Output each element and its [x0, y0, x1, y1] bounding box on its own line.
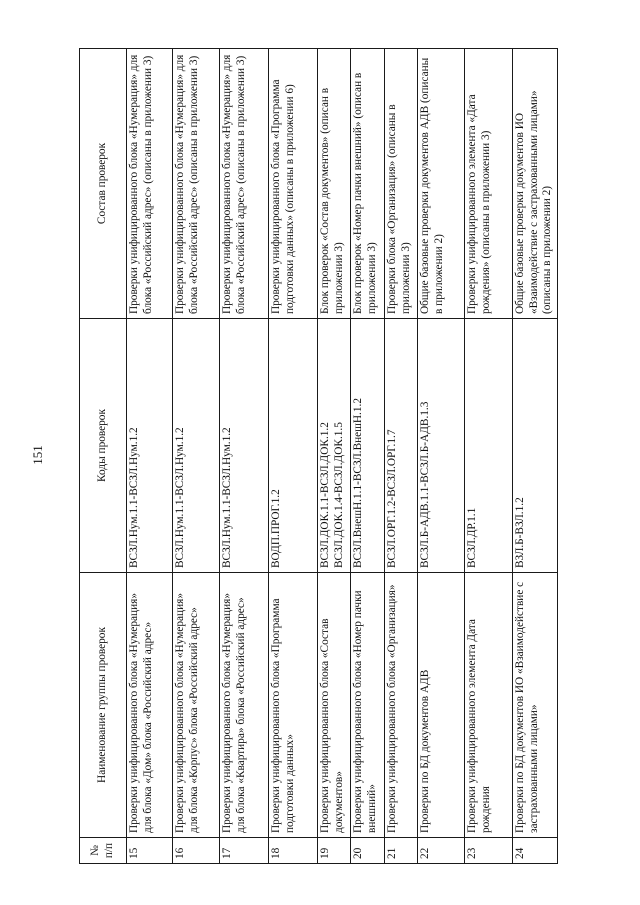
cell-codes: ВСЗЛ.ДР.1.1	[465, 319, 513, 573]
cell-codes: ВЗЛ.Б-ВЗЛ.1.2	[513, 319, 558, 573]
header-content: Состав проверок	[80, 49, 127, 319]
cell-group-name: Проверки унифицированного блока «Состав документов»	[318, 573, 351, 838]
cell-num: 21	[385, 838, 418, 864]
table-row	[318, 49, 351, 864]
cell-content: Проверки унифицированного элемента «Дата рождения» (описаны в приложении 3)	[465, 49, 513, 319]
cell-group-name: Проверки унифицированного блока «Нумерация» для блока «Дом» блока «Российский адрес»	[127, 573, 173, 838]
header-num: № п/п	[80, 838, 127, 864]
cell-group-name: Проверки по БД документов АДВ	[418, 573, 465, 838]
cell-group-name: Проверки унифицированного блока «Нумерация» для блока «Квартира» блока «Российский адрес»	[220, 573, 269, 838]
cell-content: Проверки унифицированного блока «Программа подготовки данных» (описаны в приложении 6)	[269, 49, 318, 319]
cell-content: Общие базовые проверки документов АДВ (описаны в приложении 2)	[418, 49, 465, 319]
cell-num: 24	[513, 838, 558, 864]
cell-group-name: Проверки унифицированного блока «Организация»	[385, 573, 418, 838]
cell-num: 23	[465, 838, 513, 864]
cell-num: 16	[173, 838, 220, 864]
cell-codes: ВСЗЛ.ВнешН.1.1-ВСЗЛ.ВнешН.1.2	[351, 319, 385, 573]
table-row	[418, 49, 465, 864]
cell-codes: ВСЗЛ.Нум.1.1-ВСЗЛ.Нум.1.2	[127, 319, 173, 573]
header-codes: Коды проверок	[80, 319, 127, 573]
cell-codes: ВСЗЛ.ОРГ.1.2-ВСЗЛ.ОРГ.1.7	[385, 319, 418, 573]
cell-codes: ВОДП.ПРОГ.1.2	[269, 319, 318, 573]
cell-content: Проверки унифицированного блока «Нумерация» для блока «Российский адрес» (описаны в приложении 3)	[220, 49, 269, 319]
cell-codes: ВСЗЛ.Нум.1.1-ВСЗЛ.Нум.1.2	[173, 319, 220, 573]
table-row	[465, 49, 513, 864]
cell-group-name: Проверки унифицированного блока «Номер пачки внешний»	[351, 573, 385, 838]
cell-num: 18	[269, 838, 318, 864]
cell-content: Проверки унифицированного блока «Нумерация» для блока «Российский адрес» (описаны в приложении 3)	[173, 49, 220, 319]
cell-num: 22	[418, 838, 465, 864]
cell-num: 15	[127, 838, 173, 864]
table-row	[269, 49, 318, 864]
table-row	[127, 49, 173, 864]
cell-content: Проверки унифицированного блока «Нумерация» для блока «Российский адрес» (описаны в приложении 3)	[127, 49, 173, 319]
cell-group-name: Проверки унифицированного элемента Дата рождения	[465, 573, 513, 838]
table-row	[173, 49, 220, 864]
page-number: 151	[30, 445, 45, 465]
cell-codes: ВСЗЛ.Б-АДВ.1.1-ВСЗЛ.Б-АДВ.1.3	[418, 319, 465, 573]
header-group-name: Наименование группы проверок	[80, 573, 127, 838]
table-row	[513, 49, 558, 864]
table-row	[351, 49, 385, 864]
cell-num: 17	[220, 838, 269, 864]
cell-group-name: Проверки унифицированного блока «Нумерация» для блока «Корпус» блока «Российский адрес»	[173, 573, 220, 838]
table-header-row	[80, 49, 127, 864]
cell-content: Проверки блока «Организация» (описаны в приложении 3)	[385, 49, 418, 319]
cell-group-name: Проверки по БД документов ИО «Взаимодействие с застрахованными лицами»	[513, 573, 558, 838]
cell-num: 20	[351, 838, 385, 864]
table-row	[220, 49, 269, 864]
cell-content: Блок проверок «Состав документов» (описан в приложении 3)	[318, 49, 351, 319]
rotated-table-wrapper	[79, 49, 557, 864]
cell-codes: ВСЗЛ.Нум.1.1-ВСЗЛ.Нум.1.2	[220, 319, 269, 573]
cell-content: Блок проверок «Номер пачки внешний» (описан в приложении 3)	[351, 49, 385, 319]
table-row	[385, 49, 418, 864]
cell-content: Общие базовые проверки документов ИО «Взаимодействие с застрахованными лицами» (описаны в приложении 2)	[513, 49, 558, 319]
cell-codes: ВСЗЛ.ДОК.1.1-ВСЗЛ.ДОК.1.2 ВСЗЛ.ДОК.1.4-ВСЗЛ.ДОК.1.5	[318, 319, 351, 573]
cell-num: 19	[318, 838, 351, 864]
cell-group-name: Проверки унифицированного блока «Программа подготовки данных»	[269, 573, 318, 838]
checks-table	[79, 48, 558, 864]
